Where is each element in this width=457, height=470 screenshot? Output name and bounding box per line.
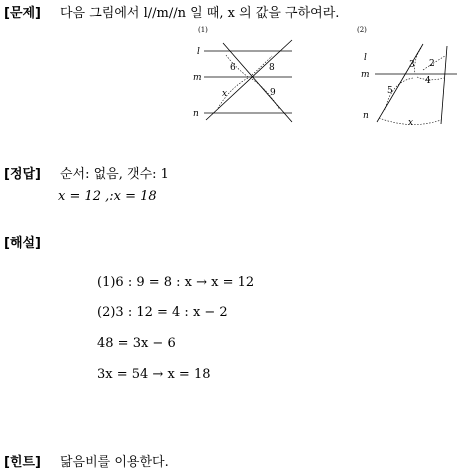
arc-9	[252, 79, 280, 110]
label-l: l	[197, 47, 200, 57]
seg-9: 9	[270, 88, 276, 98]
hint-tag: [힌트]	[4, 455, 41, 470]
solution-tag: [해설]	[4, 236, 41, 251]
problem-tag: [문제]	[4, 6, 41, 21]
solution-line-4: 3x = 54 → x = 18	[97, 367, 211, 382]
solution-line-2: (2)3 : 12 = 4 : x − 2	[97, 305, 228, 320]
figure-1-caption: (1)	[198, 26, 208, 34]
label-n: n	[193, 109, 199, 119]
seg-3: 3	[409, 60, 415, 70]
seg-5: 5	[387, 86, 393, 96]
answer-line-1: 순서: 없음, 갯수: 1	[60, 167, 169, 182]
label-l: l	[364, 53, 367, 63]
hint-text: 닮음비를 이용한다.	[60, 455, 169, 470]
figure-2-caption: (2)	[357, 26, 367, 34]
transversal-1	[223, 43, 292, 122]
solution-line-1: (1)6 : 9 = 8 : x → x = 12	[97, 275, 255, 290]
label-m: m	[193, 73, 202, 83]
solution-line-3: 48 = 3x − 6	[97, 336, 176, 351]
answer-line-2: x = 12 ,:x = 18	[58, 189, 157, 204]
seg-4: 4	[425, 76, 431, 86]
transversal-1	[377, 44, 423, 122]
label-n: n	[363, 111, 369, 121]
figure-1	[188, 22, 298, 127]
problem-text: 다음 그림에서 l//m//n 일 때, x 의 값을 구하여라.	[60, 6, 340, 21]
seg-x: x	[222, 89, 228, 99]
seg-8: 8	[269, 63, 275, 73]
seg-x: x	[408, 118, 414, 127]
answer-tag: [정답]	[4, 167, 41, 182]
figure-2	[355, 22, 457, 127]
arc-3	[415, 48, 421, 74]
seg-6: 6	[230, 63, 236, 73]
seg-2: 2	[429, 59, 435, 69]
label-m: m	[361, 70, 370, 80]
